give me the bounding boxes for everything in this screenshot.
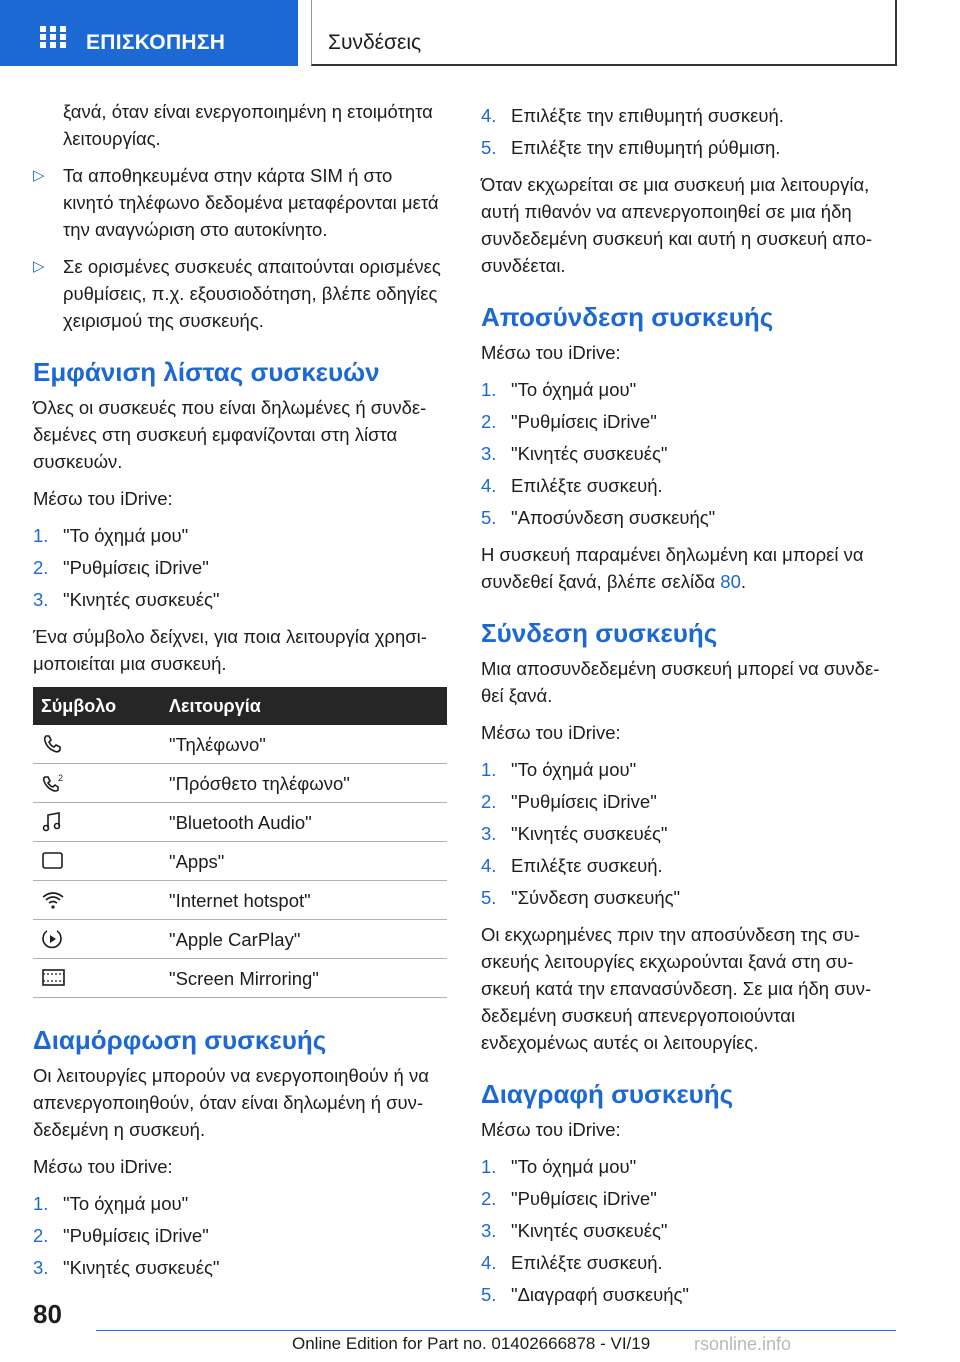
step-item	[481, 376, 895, 403]
step-item	[481, 820, 895, 847]
step-text: "Κινητές συσκευές"	[511, 443, 668, 464]
right-column	[481, 98, 895, 1318]
step-item	[481, 756, 895, 783]
bullet-item	[33, 253, 447, 334]
step-text: "Σύνδεση συσκευής"	[511, 887, 681, 908]
section-text: Οι λειτουργίες μπορούν να ενεργοποιηθούν ή να απενεργοποιηθούν, όταν είναι δηλωμένη ή συνδεδεμένη η συσκευή.	[33, 1065, 429, 1140]
second-phone-icon	[41, 772, 65, 794]
step-text: "Το όχημά μου"	[63, 525, 189, 546]
step-item	[481, 1217, 895, 1244]
section-text	[481, 541, 895, 595]
step-number: 3.	[481, 1220, 497, 1241]
step-text: "Κινητές συσκευές"	[63, 1257, 220, 1278]
step-text: Επιλέξτε συσκευή.	[511, 475, 663, 496]
step-item	[481, 852, 895, 879]
section-text: Όταν εκχωρείται σε μια συσκευή μια λειτουργία, αυτή πιθανόν να απενεργοποιηθεί σε μια ήδη συνδεδεμένη συσκευή και αυτή η συσκευή αποσυνδέεται.	[481, 174, 873, 276]
step-number: 3.	[33, 1257, 49, 1278]
symbol-cell	[33, 842, 161, 881]
step-number: 5.	[481, 887, 497, 908]
symbol-table	[33, 687, 447, 998]
table-row	[33, 881, 447, 920]
step-item	[33, 1190, 447, 1217]
step-text: "Διαγραφή συσκευής"	[511, 1284, 689, 1305]
step-number: 4.	[481, 475, 497, 496]
step-text: "Το όχημά μου"	[511, 759, 637, 780]
table-row	[33, 764, 447, 803]
step-item	[481, 1249, 895, 1276]
table-row	[33, 920, 447, 959]
music-note-icon	[41, 811, 63, 833]
step-item	[481, 134, 895, 161]
step-item	[481, 440, 895, 467]
step-number: 3.	[481, 443, 497, 464]
table-row	[33, 725, 447, 764]
step-text: Επιλέξτε την επιθυμητή ρύθμιση.	[511, 137, 781, 158]
step-number: 1.	[33, 525, 49, 546]
step-number: 2.	[481, 411, 497, 432]
section-heading-disconnect: Αποσύνδεση συσκευής	[481, 302, 774, 332]
step-text: "Αποσύνδεση συσκευής"	[511, 507, 716, 528]
carplay-icon	[41, 928, 63, 950]
step-number: 4.	[481, 855, 497, 876]
steps-list	[481, 756, 895, 911]
step-item	[481, 1185, 895, 1212]
screen-mirroring-icon	[41, 967, 67, 989]
section-heading-device-config: Διαμόρφωση συσκευής	[33, 1025, 327, 1055]
section-text: Όλες οι συσκευές που είναι δηλωμένες ή συνδεδεμένες στη συσκευή εμφανίζονται στη λίστα συσκευών.	[33, 397, 427, 472]
symbol-cell	[33, 920, 161, 959]
step-item	[481, 102, 895, 129]
step-text: "Το όχημά μου"	[511, 1156, 637, 1177]
via-idrive-text: Μέσω του iDrive:	[481, 1119, 621, 1140]
step-item	[481, 788, 895, 815]
step-item	[33, 586, 447, 613]
bullet-text: Σε ορισμένες συσκευές απαιτούνται ορισμένες ρυθμίσεις, π.χ. εξουσιοδότηση, βλέπε οδηγίες χειρισμού της συσκευής.	[63, 256, 441, 331]
step-text: Επιλέξτε συσκευή.	[511, 1252, 663, 1273]
step-number: 2.	[33, 557, 49, 578]
step-text: "Ρυθμίσεις iDrive"	[63, 1225, 209, 1246]
function-cell: "Screen Mirroring"	[161, 959, 447, 998]
via-idrive-text: Μέσω του iDrive:	[481, 342, 621, 363]
step-text: Επιλέξτε συσκευή.	[511, 855, 663, 876]
chapter-header	[311, 0, 897, 66]
section-text: Ένα σύμβολο δείχνει, για ποια λειτουργία χρησιμοποιείται μια συσκευή.	[33, 626, 427, 674]
step-item	[481, 1281, 895, 1308]
table-header-symbol: Σύμβολο	[33, 687, 161, 725]
symbol-cell	[33, 881, 161, 920]
page-number: 80	[33, 1299, 62, 1329]
section-heading-connect: Σύνδεση συσκευής	[481, 618, 718, 648]
table-header-function: Λειτουργία	[161, 687, 447, 725]
function-cell: "Internet hotspot"	[161, 881, 447, 920]
steps-list	[481, 102, 895, 161]
bullet-triangle-icon: ▷	[33, 258, 45, 275]
svg-text:2: 2	[58, 773, 64, 783]
step-text: "Κινητές συσκευές"	[511, 823, 668, 844]
function-cell: "Apps"	[161, 842, 447, 881]
step-text: "Κινητές συσκευές"	[63, 589, 220, 610]
step-item	[481, 472, 895, 499]
intro-text: ξανά, όταν είναι ενεργοποιημένη η ετοιμότητα λειτουργίας.	[63, 101, 433, 149]
step-item	[33, 1254, 447, 1281]
step-number: 2.	[481, 791, 497, 812]
function-cell: "Τηλέφωνο"	[161, 725, 447, 764]
step-number: 1.	[33, 1193, 49, 1214]
steps-list	[481, 1153, 895, 1308]
grid-menu-icon	[40, 26, 66, 48]
symbol-cell	[33, 725, 161, 764]
steps-list	[481, 376, 895, 531]
step-number: 1.	[481, 1156, 497, 1177]
edition-text: Online Edition for Part no. 01402666878 - VI/19	[292, 1334, 651, 1353]
symbol-cell	[33, 803, 161, 842]
step-text: "Κινητές συσκευές"	[511, 1220, 668, 1241]
step-item	[481, 884, 895, 911]
chapter-title: Συνδέσεις	[328, 31, 422, 54]
bullet-text: Τα αποθηκευμένα στην κάρτα SIM ή στο κινητό τηλέφωνο δεδομένα μεταφέρονται μετά την αναγνώριση στο αυτοκίνητο.	[63, 165, 439, 240]
section-text: Οι εκχωρημένες πριν την αποσύνδεση της συσκευής λειτουργίες εκχωρούνται ξανά στη συσκευή κατά την επανασύνδεση. Σε μια ήδη συνδεδεμένη συσκευή απενεργοποιούνται ενδεχομένως αυτές οι λειτουργίες.	[481, 924, 872, 1053]
left-column	[33, 98, 447, 1291]
step-item	[33, 554, 447, 581]
step-number: 3.	[33, 589, 49, 610]
step-item	[33, 522, 447, 549]
step-number: 5.	[481, 1284, 497, 1305]
step-item	[481, 408, 895, 435]
step-number: 2.	[33, 1225, 49, 1246]
step-text: "Ρυθμίσεις iDrive"	[63, 557, 209, 578]
via-idrive-text: Μέσω του iDrive:	[33, 1156, 173, 1177]
overview-tab-label: ΕΠΙΣΚΟΠΗΣΗ	[86, 31, 226, 54]
step-number: 5.	[481, 507, 497, 528]
step-text: "Ρυθμίσεις iDrive"	[511, 1188, 657, 1209]
step-item	[481, 1153, 895, 1180]
bullet-triangle-icon: ▷	[33, 167, 45, 184]
symbol-cell	[33, 959, 161, 998]
section-text: Μια αποσυνδεδεμένη συσκευή μπορεί να συνδεθεί ξανά.	[481, 658, 880, 706]
step-item	[33, 1222, 447, 1249]
step-item	[481, 504, 895, 531]
step-text: Επιλέξτε την επιθυμητή συσκευή.	[511, 105, 784, 126]
step-number: 4.	[481, 1252, 497, 1273]
step-number: 1.	[481, 759, 497, 780]
table-row	[33, 842, 447, 881]
section-heading-delete: Διαγραφή συσκευής	[481, 1079, 734, 1109]
step-number: 2.	[481, 1188, 497, 1209]
symbol-cell	[33, 764, 161, 803]
function-cell: "Πρόσθετο τηλέφωνο"	[161, 764, 447, 803]
wifi-icon	[41, 889, 65, 911]
step-text: "Ρυθμίσεις iDrive"	[511, 791, 657, 812]
step-number: 5.	[481, 137, 497, 158]
footer-divider	[96, 1330, 896, 1331]
bullet-item	[33, 162, 447, 243]
section-text-end: .	[740, 571, 746, 592]
steps-list	[33, 1190, 447, 1281]
step-text: "Ρυθμίσεις iDrive"	[511, 411, 657, 432]
step-number: 4.	[481, 105, 497, 126]
function-cell: "Bluetooth Audio"	[161, 803, 447, 842]
page-reference-link[interactable]: 80	[720, 571, 741, 592]
watermark-text: rsonline.info	[694, 1334, 792, 1354]
step-number: 3.	[481, 823, 497, 844]
apps-icon	[41, 850, 65, 872]
via-idrive-text: Μέσω του iDrive:	[481, 722, 621, 743]
function-cell: "Apple CarPlay"	[161, 920, 447, 959]
overview-tab[interactable]	[0, 0, 298, 66]
steps-list	[33, 522, 447, 613]
via-idrive-text: Μέσω του iDrive:	[33, 488, 173, 509]
step-text: "Το όχημά μου"	[63, 1193, 189, 1214]
section-text-part: Η συσκευή παραμένει δηλωμένη και μπορεί να συνδεθεί ξανά, βλέπε σελίδα	[481, 544, 864, 592]
table-row	[33, 959, 447, 998]
step-text: "Το όχημά μου"	[511, 379, 637, 400]
table-row	[33, 803, 447, 842]
section-heading-device-list: Εμφάνιση λίστας συσκευών	[33, 357, 380, 387]
phone-icon	[41, 733, 63, 755]
step-number: 1.	[481, 379, 497, 400]
